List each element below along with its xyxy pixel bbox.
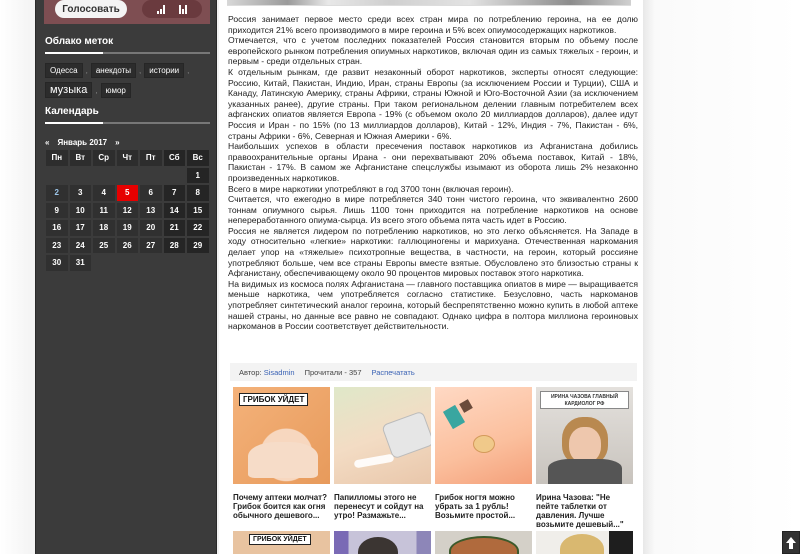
calendar-empty-cell [163, 167, 187, 185]
tag-anekdoty[interactable]: анекдоты [91, 63, 136, 78]
calendar-day: 30 [45, 254, 69, 272]
ad-image[interactable] [334, 531, 431, 554]
article-paragraph: Считается, что ежегодно в мире потребляется 340 тонн чистого героина, что эквивалентно 2600 тоннам опиумного сырья. Лишь 1100 тонн приходится на потребление наркотиков на основе непереработанного опиума-сырца. Из всего этого объема пята часть идет в Россию. [228, 194, 638, 226]
tag-muzyka[interactable]: музыка [45, 82, 92, 98]
calendar-day: 9 [45, 202, 69, 220]
article-paragraph: Россия не является лидером по потреблению наркотиков, но это легко объясняется. На Западе в ходу относительно «легкие» наркотики: галлюциногены и марихуана. Отечественная наркомания делает упор на «тяжелые» психотропные вещества, в частности, на героин, который россияне употребляют больше, чем все страны Европы вместе взятые. Обусловлено это близостью страны к Афганистану, обеспечивающему около 90 процентов мировых поставок этого наркотика. [228, 225, 638, 279]
tag-separator: , [85, 66, 88, 75]
ad-grid [233, 387, 633, 529]
calendar-weekday-header: Пт [139, 149, 163, 167]
page-background-left [0, 0, 35, 554]
calendar-underline [45, 122, 210, 124]
calendar-day-today: 5 [116, 184, 140, 202]
calendar-day: 27 [139, 237, 163, 255]
print-link[interactable]: Распечатать [371, 367, 415, 377]
vote-button[interactable]: Голосовать [55, 0, 127, 18]
calendar-day: 31 [69, 254, 93, 272]
calendar-empty-cell [92, 167, 116, 185]
calendar-empty-cell [45, 167, 69, 185]
calendar-day: 7 [163, 184, 187, 202]
calendar-day: 16 [45, 219, 69, 237]
ad-grid-row-2 [233, 531, 633, 554]
author-info [239, 368, 295, 377]
calendar-day: 29 [186, 237, 210, 255]
calendar-empty-cell [116, 167, 140, 185]
article-paragraph: Россия занимает первое место среди всех стран мира по потреблению героина, на ее долю приходится 21% всего производимого в мире героина и 5% всех опиумосодержащих наркотиков. [228, 14, 638, 35]
ad-image-papilloma[interactable] [334, 387, 431, 484]
ad-image-cardiologist[interactable] [536, 387, 633, 484]
article-paragraph: Всего в мире наркотики употребляют в год 3700 тонн (включая героин). [228, 183, 514, 194]
ad-title[interactable]: Почему аптеки молчат? Грибок боится как огня обычного дешевого... [233, 493, 327, 520]
calendar-day[interactable]: 2 [45, 184, 69, 202]
calendar-weekday-header: Пн [45, 149, 69, 167]
tag-separator: , [139, 66, 142, 75]
ad-image[interactable] [536, 531, 633, 554]
bar-chart-icon[interactable] [179, 4, 187, 14]
calendar-day: 13 [139, 202, 163, 220]
calendar-nav [45, 138, 120, 147]
calendar-day: 24 [69, 237, 93, 255]
article-paragraph: К отдельным рынкам, где развит незаконный оборот наркотиков, эксперты относят следующие: Россию, Китай, Пакистан, Индию, Иран, страны Европы (за исключением России и Турции), США и Канаду, Латинскую Америку, страны Африки, страны Южной и Юго-Восточной Азии (за исключением указанных ранее), другие страны. При таком региональном делении главным потребителем всех афганских опиатов является Европа - 19% (с объемом около 20 миллиардов долларов), далее идут Россия и Иран - по 15% (по 13 миллиардов долларов), Китай - 12%, Индия - 7%, Пакистан - 6%, страны Африки - 6%, Северная и Южная Америки - 6%. [228, 66, 638, 141]
ad-image-nail-fungus[interactable] [435, 387, 532, 484]
ad-image[interactable] [233, 531, 330, 554]
calendar-day: 14 [163, 202, 187, 220]
calendar-prev-month[interactable]: « [45, 138, 50, 147]
author-link[interactable]: Sisadmin [263, 367, 295, 377]
calendar-grid [45, 149, 210, 272]
calendar-day: 20 [139, 219, 163, 237]
scroll-to-top-button[interactable] [782, 531, 800, 554]
ad-card[interactable] [334, 387, 431, 529]
calendar-day: 1 [186, 167, 210, 185]
tag-separator: , [187, 66, 190, 75]
ad-title[interactable]: Грибок ногтя можно убрать за 1 рубль! Возьмите простой... [435, 493, 516, 520]
calendar-day: 10 [69, 202, 93, 220]
tag-cloud-title: Облако меток [45, 36, 114, 47]
read-count: Прочитали - 357 [304, 367, 362, 377]
calendar-title: Календарь [45, 106, 99, 117]
calendar-day: 4 [92, 184, 116, 202]
calendar-day: 3 [69, 184, 93, 202]
tag-separator: , [95, 85, 98, 95]
article-paragraph: Наибольших успехов в области пресечения поставок наркотиков из Афганистана добились правоохранительные органы Ирана - они перехватывают 20% объема поставок, Китай - 18%, Пакистан - 17%. В самом же Афганистане спецслужбы изымают из оборота лишь 2% незаконно произведенных наркотиков. [228, 141, 638, 183]
calendar-day: 17 [69, 219, 93, 237]
ad-title[interactable]: Папилломы этого не перенесут и сойдут на утро! Размажьте... [334, 493, 424, 520]
calendar-day: 11 [92, 202, 116, 220]
ad-card[interactable] [536, 387, 633, 529]
tag-cloud-underline [45, 52, 210, 54]
tag-istorii[interactable]: истории [144, 63, 184, 78]
ad-card[interactable] [435, 387, 532, 529]
tag-yumor[interactable]: юмор [101, 83, 131, 98]
bar-chart-icon[interactable] [157, 4, 165, 14]
calendar-next-month[interactable]: » [115, 138, 120, 147]
ad-image-caption: ИРИНА ЧАЗОВА ГЛАВНЫЙ КАРДИОЛОГ РФ [540, 391, 629, 409]
author-label: Автор: [239, 367, 262, 377]
calendar-day: 12 [116, 202, 140, 220]
calendar-day: 19 [116, 219, 140, 237]
calendar-weekday-header: Вс [186, 149, 210, 167]
calendar-day: 18 [92, 219, 116, 237]
calendar-day: 21 [163, 219, 187, 237]
tag-row [45, 63, 210, 78]
ad-image-label: ГРИБОК УЙДЕТ [249, 534, 311, 545]
article-body [228, 14, 638, 332]
calendar-day: 22 [186, 219, 210, 237]
ad-image-foot-fungus[interactable] [233, 387, 330, 484]
calendar-day: 6 [139, 184, 163, 202]
article-meta-bar [230, 363, 637, 381]
calendar-weekday-header: Ср [92, 149, 116, 167]
calendar-empty-cell [69, 167, 93, 185]
article-paragraph: На видимых из космоса полях Афганистана — главного поставщика опиатов в мире — выращивается меньше наркотика, чем употребляется согласно статистике. Безусловно, часть наркоманов употребляет синтетический аналог героина, который беспрепятственно можно купить в любой аптеке нашей страны, но данные все равно не совпадают. Однако цифра в полтора миллиона героиновых наркоманов в России соответствует действительности. [228, 278, 638, 332]
poll-results-controls [142, 0, 202, 18]
page-background-right [643, 0, 800, 554]
tag-odessa[interactable]: Одесса [45, 63, 83, 78]
ad-image[interactable] [435, 531, 532, 554]
poll-widget [44, 0, 210, 24]
calendar-month-label: Январь 2017 [57, 138, 108, 147]
tag-row [45, 82, 210, 98]
calendar-day: 15 [186, 202, 210, 220]
article-paragraph: Отмечается, что с учетом последних показателей Россия становится вторым по объему после европейского рынком потребления опиумных наркотиков, включая один из самых тяжелых - героин, и первым - среди отдельных стран. [228, 35, 638, 67]
ad-image-label: ГРИБОК УЙДЕТ [239, 393, 308, 406]
arrow-up-icon [785, 536, 797, 550]
calendar-day: 25 [92, 237, 116, 255]
main-content [219, 0, 643, 554]
calendar-day: 26 [116, 237, 140, 255]
calendar-weekday-header: Сб [163, 149, 187, 167]
ad-card[interactable] [233, 387, 330, 529]
tag-cloud [45, 63, 210, 102]
calendar-day: 8 [186, 184, 210, 202]
sidebar [35, 0, 217, 554]
calendar-day: 28 [163, 237, 187, 255]
calendar-weekday-header: Вт [69, 149, 93, 167]
calendar-empty-cell [139, 167, 163, 185]
ad-title[interactable]: Ирина Чазова: "Не пейте таблетки от давления. Лучше возьмите дешевый..." [536, 493, 624, 529]
calendar-day: 23 [45, 237, 69, 255]
article-header-image [227, 0, 631, 6]
calendar-weekday-header: Чт [116, 149, 140, 167]
